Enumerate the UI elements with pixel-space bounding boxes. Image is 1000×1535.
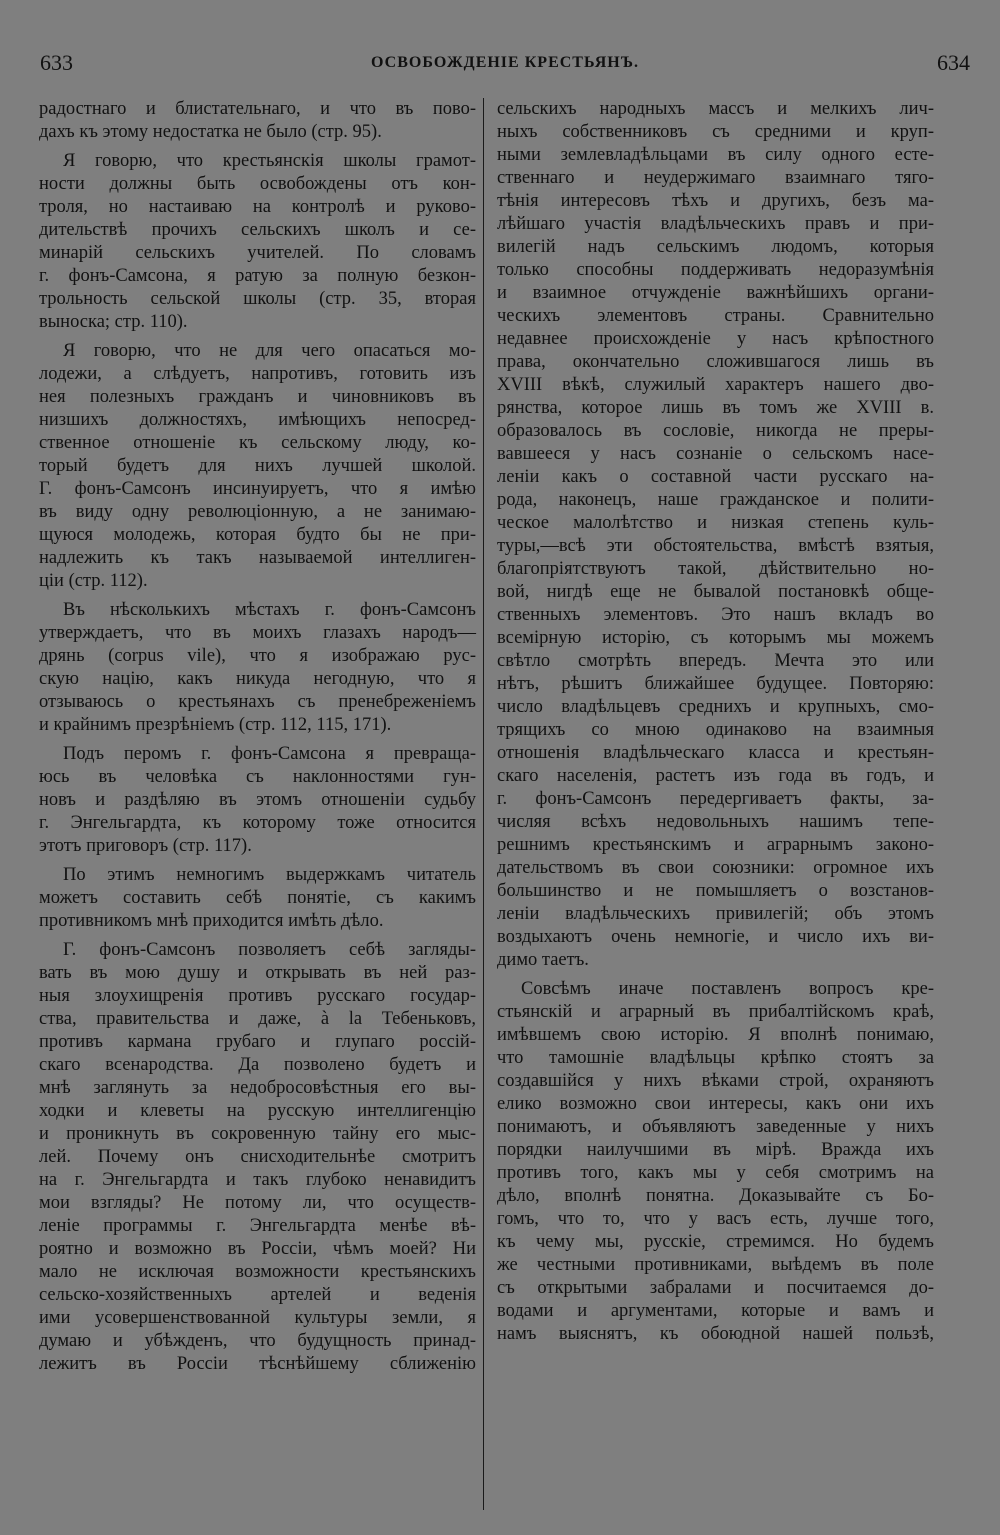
running-title: ОСВОБОЖДЕНІЕ КРЕСТЬЯНЪ. xyxy=(371,54,639,71)
text-line: Я говорю, что крестьянскія школы грамот- xyxy=(63,151,476,171)
text-line: ими усовершенствованной культуры земли, я xyxy=(39,1308,476,1328)
text-line: Я говорю, что не для чего опасаться мо- xyxy=(63,341,476,361)
text-line: низшихъ должностяхъ, имѣющихъ непосред- xyxy=(39,410,476,430)
text-line: же честными противниками, выѣдемъ въ поле xyxy=(497,1255,934,1275)
text-line: только способны поддерживать недоразумѣнія xyxy=(497,260,934,280)
text-line: дрянь (corpus vile), что я изображаю рус- xyxy=(39,646,476,666)
text-line: нея полезныхъ гражданъ и чиновниковъ въ xyxy=(39,387,476,407)
text-line: дахъ къ этому недостатка не было (стр. 95). xyxy=(39,122,382,142)
text-line: и взаимное отчужденіе важнѣйшихъ органи- xyxy=(497,283,934,303)
text-line: мои взгляды? Не потому ли, что осуществ- xyxy=(39,1193,476,1213)
text-line: XVIII вѣкѣ, служилый характеръ нашего дво- xyxy=(497,375,934,395)
text-line: и крайнимъ презрѣніемъ (стр. 112, 115, 171). xyxy=(39,715,392,735)
text-line: роятно и возможно въ Россіи, чѣмъ моей? Ни xyxy=(39,1239,476,1259)
text-line: на г. Энгельгардта и такъ глубоко ненавидитъ xyxy=(39,1170,476,1190)
text-line: торый будетъ для нихъ лучшей школой. xyxy=(39,456,476,476)
text-line: ныхъ собственниковъ съ средними и круп- xyxy=(497,122,934,142)
text-line: противъ того, какъ мы у себя смотримъ на xyxy=(497,1163,934,1183)
text-line: этотъ приговоръ (стр. 117). xyxy=(39,836,252,856)
page-number-right: 634 xyxy=(937,50,970,75)
text-line: числяя всѣхъ недовольныхъ нашимъ тепе- xyxy=(497,812,934,832)
text-line: ціи (стр. 112). xyxy=(39,571,148,591)
text-line: трящихъ со мною одинаково на взаимныя xyxy=(497,720,934,740)
text-line: съ открытыми забралами и посчитаемся до- xyxy=(497,1278,934,1298)
text-line: что тамошніе владѣльцы крѣпко стоятъ за xyxy=(497,1048,934,1068)
text-line: думаю и убѣжденъ, что будущность принад- xyxy=(39,1331,476,1351)
page-header xyxy=(40,50,970,80)
text-line: Подъ перомъ г. фонъ-Самсона я превраща- xyxy=(63,744,476,764)
text-line: ства, правительства и даже, à la Тебеньковъ, xyxy=(39,1009,476,1029)
text-line: ственныхъ элементовъ. Это нашъ вкладъ во xyxy=(497,605,934,625)
text-line: юсь въ человѣка съ наклонностями гун- xyxy=(39,767,476,787)
text-line: вой, нигдѣ еще не бывалой постановкѣ обще- xyxy=(497,582,934,602)
text-line: стьянскій и аграрный въ прибалтійскомъ краѣ, xyxy=(497,1002,934,1022)
text-line: скаго населенія, растетъ изъ года въ годъ, и xyxy=(497,766,934,786)
text-line: отношенія владѣльческаго класса и крестьян- xyxy=(497,743,934,763)
text-line: радостнаго и блистательнаго, и что въ пово- xyxy=(39,99,476,119)
text-line: дательствомъ въ свои союзники: огромное ихъ xyxy=(497,858,934,878)
text-line: щуюся молодежь, которая будто бы не при- xyxy=(39,525,476,545)
text-line: число владѣльцевъ среднихъ и крупныхъ, смо- xyxy=(497,697,934,717)
text-line: всемірную исторію, съ которымъ мы можемъ xyxy=(497,628,934,648)
text-line: мало не исключая возможности крестьянскихъ xyxy=(39,1262,476,1282)
text-line: создавшійся у нихъ вѣками строй, охраняютъ xyxy=(497,1071,934,1091)
text-line: сельскихъ народныхъ массъ и мелкихъ лич- xyxy=(497,99,934,119)
text-line: лей. Почему онъ снисходительнѣе смотритъ xyxy=(39,1147,476,1167)
text-line: понимаютъ, и объявляютъ заведенные у нихъ xyxy=(497,1117,934,1137)
text-line: намъ выяснятъ, къ обоюдной нашей пользѣ, xyxy=(497,1324,934,1344)
text-line: скую націю, какъ никуда негодную, что я xyxy=(39,669,476,689)
text-line: въ виду одну революціонную, а не занимаю- xyxy=(39,502,476,522)
text-line: леніи какъ о составной части русскаго на- xyxy=(497,467,934,487)
text-line: г. фонъ-Самсонъ передергиваетъ факты, за- xyxy=(497,789,934,809)
text-line: ныя злоухищренія противъ русскаго государ- xyxy=(39,986,476,1006)
text-line: ческое малолѣтство и низкая степень куль- xyxy=(497,513,934,533)
text-line: вавшееся у насъ сознаніе о сельскомъ насе- xyxy=(497,444,934,464)
text-line: г. Энгельгардта, къ которому тоже относится xyxy=(39,813,476,833)
text-line: мнѣ заглянуть за недобросовѣстныя его вы- xyxy=(39,1078,476,1098)
text-line: новъ и раздѣляю въ этомъ отношеніи судьбу xyxy=(39,790,476,810)
text-line: водами и аргументами, которые и вамъ и xyxy=(497,1301,934,1321)
text-line: трольность сельской школы (стр. 35, вторая xyxy=(39,289,476,309)
right-column xyxy=(497,98,934,1346)
text-line: сельско-хозяйственныхъ артелей и веденія xyxy=(39,1285,476,1305)
page-number-left: 633 xyxy=(40,50,73,75)
text-line: имѣвшемъ свою исторію. Я вполнѣ понимаю, xyxy=(497,1025,934,1045)
text-line: дительствѣ прочихъ сельскихъ школъ и се- xyxy=(39,220,476,240)
text-line: леніе программы г. Энгельгардта менѣе вѣ- xyxy=(39,1216,476,1236)
text-line: благопріятствуютъ такой, дѣйствительно но- xyxy=(497,559,934,579)
text-line: къ чему мы, русскіе, стремимся. Но будемъ xyxy=(497,1232,934,1252)
text-line: туры,—всѣ эти обстоятельства, вмѣстѣ взятыя, xyxy=(497,536,934,556)
text-line: большинство и не помышляетъ о возстанов- xyxy=(497,881,934,901)
text-line: ходки и клеветы на русскую интеллигенцію xyxy=(39,1101,476,1121)
text-line: противникомъ мнѣ приходится имѣть дѣло. xyxy=(39,911,384,931)
text-line: можетъ составить себѣ понятіе, съ какимъ xyxy=(39,888,476,908)
text-line: елико возможно свои интересы, какъ они ихъ xyxy=(497,1094,934,1114)
text-line: утверждаетъ, что въ моихъ глазахъ народъ— xyxy=(39,623,476,643)
text-line: решнимъ крестьянскимъ и аграрнымъ законо- xyxy=(497,835,934,855)
text-line: рода, наконецъ, наше гражданское и полити- xyxy=(497,490,934,510)
text-line: дѣло, вполнѣ понятна. Доказывайте съ Бо- xyxy=(497,1186,934,1206)
text-line: порядки наилучшими въ мірѣ. Вражда ихъ xyxy=(497,1140,934,1160)
text-line: Г. фонъ-Самсонъ инсинуируетъ, что я имѣю xyxy=(39,479,476,499)
text-line: лѣйшаго участія владѣльческихъ правъ и при- xyxy=(497,214,934,234)
text-line: недавнее происхожденіе у насъ крѣпостного xyxy=(497,329,934,349)
text-line: ными землевладѣльцами въ силу одного есте- xyxy=(497,145,934,165)
text-line: ности должны быть освобождены отъ кон- xyxy=(39,174,476,194)
text-line: отзываюсь о крестьянахъ съ пренебреженіемъ xyxy=(39,692,476,712)
text-line: леніи владѣльческихъ привилегій; объ этомъ xyxy=(497,904,934,924)
text-line: права, окончательно сложившагося лишь въ xyxy=(497,352,934,372)
text-line: противъ кармана грубаго и глупаго россій- xyxy=(39,1032,476,1052)
text-line: свѣтло смотрѣть впередъ. Мечта это или xyxy=(497,651,934,671)
text-line: образовалось въ сословіе, никогда не преры- xyxy=(497,421,934,441)
text-line: ственнаго и неудержимаго взаимнаго тяго- xyxy=(497,168,934,188)
text-line: вилегій надъ сельскимъ людомъ, которыя xyxy=(497,237,934,257)
text-line: Г. фонъ-Самсонъ позволяетъ себѣ загляды- xyxy=(63,940,476,960)
text-line: г. фонъ-Самсона, я ратую за полную безкон- xyxy=(39,266,476,286)
text-line: По этимъ немногимъ выдержкамъ читатель xyxy=(63,865,476,885)
text-line: скаго всенародства. Да позволено будетъ и xyxy=(39,1055,476,1075)
text-line: рянства, которое лишь въ томъ же XVIII в. xyxy=(497,398,934,418)
text-line: и проникнуть въ сокровенную тайну его мыс- xyxy=(39,1124,476,1144)
text-line: ственное отношеніе къ сельскому люду, ко- xyxy=(39,433,476,453)
text-line: ческихъ элементовъ страны. Сравнительно xyxy=(497,306,934,326)
text-line: минарій сельскихъ учителей. По словамъ xyxy=(39,243,476,263)
text-line: воздыхаютъ очень немногіе, и число ихъ ви- xyxy=(497,927,934,947)
text-line: лодежи, а слѣдуетъ, напротивъ, готовить изъ xyxy=(39,364,476,384)
left-column xyxy=(39,98,476,1376)
text-line: лежитъ въ Россіи тѣснѣйшему сближенію xyxy=(39,1354,476,1374)
text-line: выноска; стр. 110). xyxy=(39,312,188,332)
text-line: троля, но настаиваю на контролѣ и руково- xyxy=(39,197,476,217)
column-divider xyxy=(483,98,484,1510)
text-line: димо таетъ. xyxy=(497,950,589,970)
text-line: вать въ мою душу и открывать въ ней раз- xyxy=(39,963,476,983)
text-line: Въ нѣсколькихъ мѣстахъ г. фонъ-Самсонъ xyxy=(63,600,476,620)
text-line: Совсѣмъ иначе поставленъ вопросъ кре- xyxy=(521,979,934,999)
text-line: нѣтъ, рѣшитъ ближайшее будущее. Повторяю: xyxy=(497,674,934,694)
text-line: гомъ, что то, что у васъ есть, лучше того, xyxy=(497,1209,934,1229)
text-line: надлежить къ такъ называемой интеллиген- xyxy=(39,548,476,568)
text-line: тѣнія интересовъ тѣхъ и другихъ, безъ ма- xyxy=(497,191,934,211)
